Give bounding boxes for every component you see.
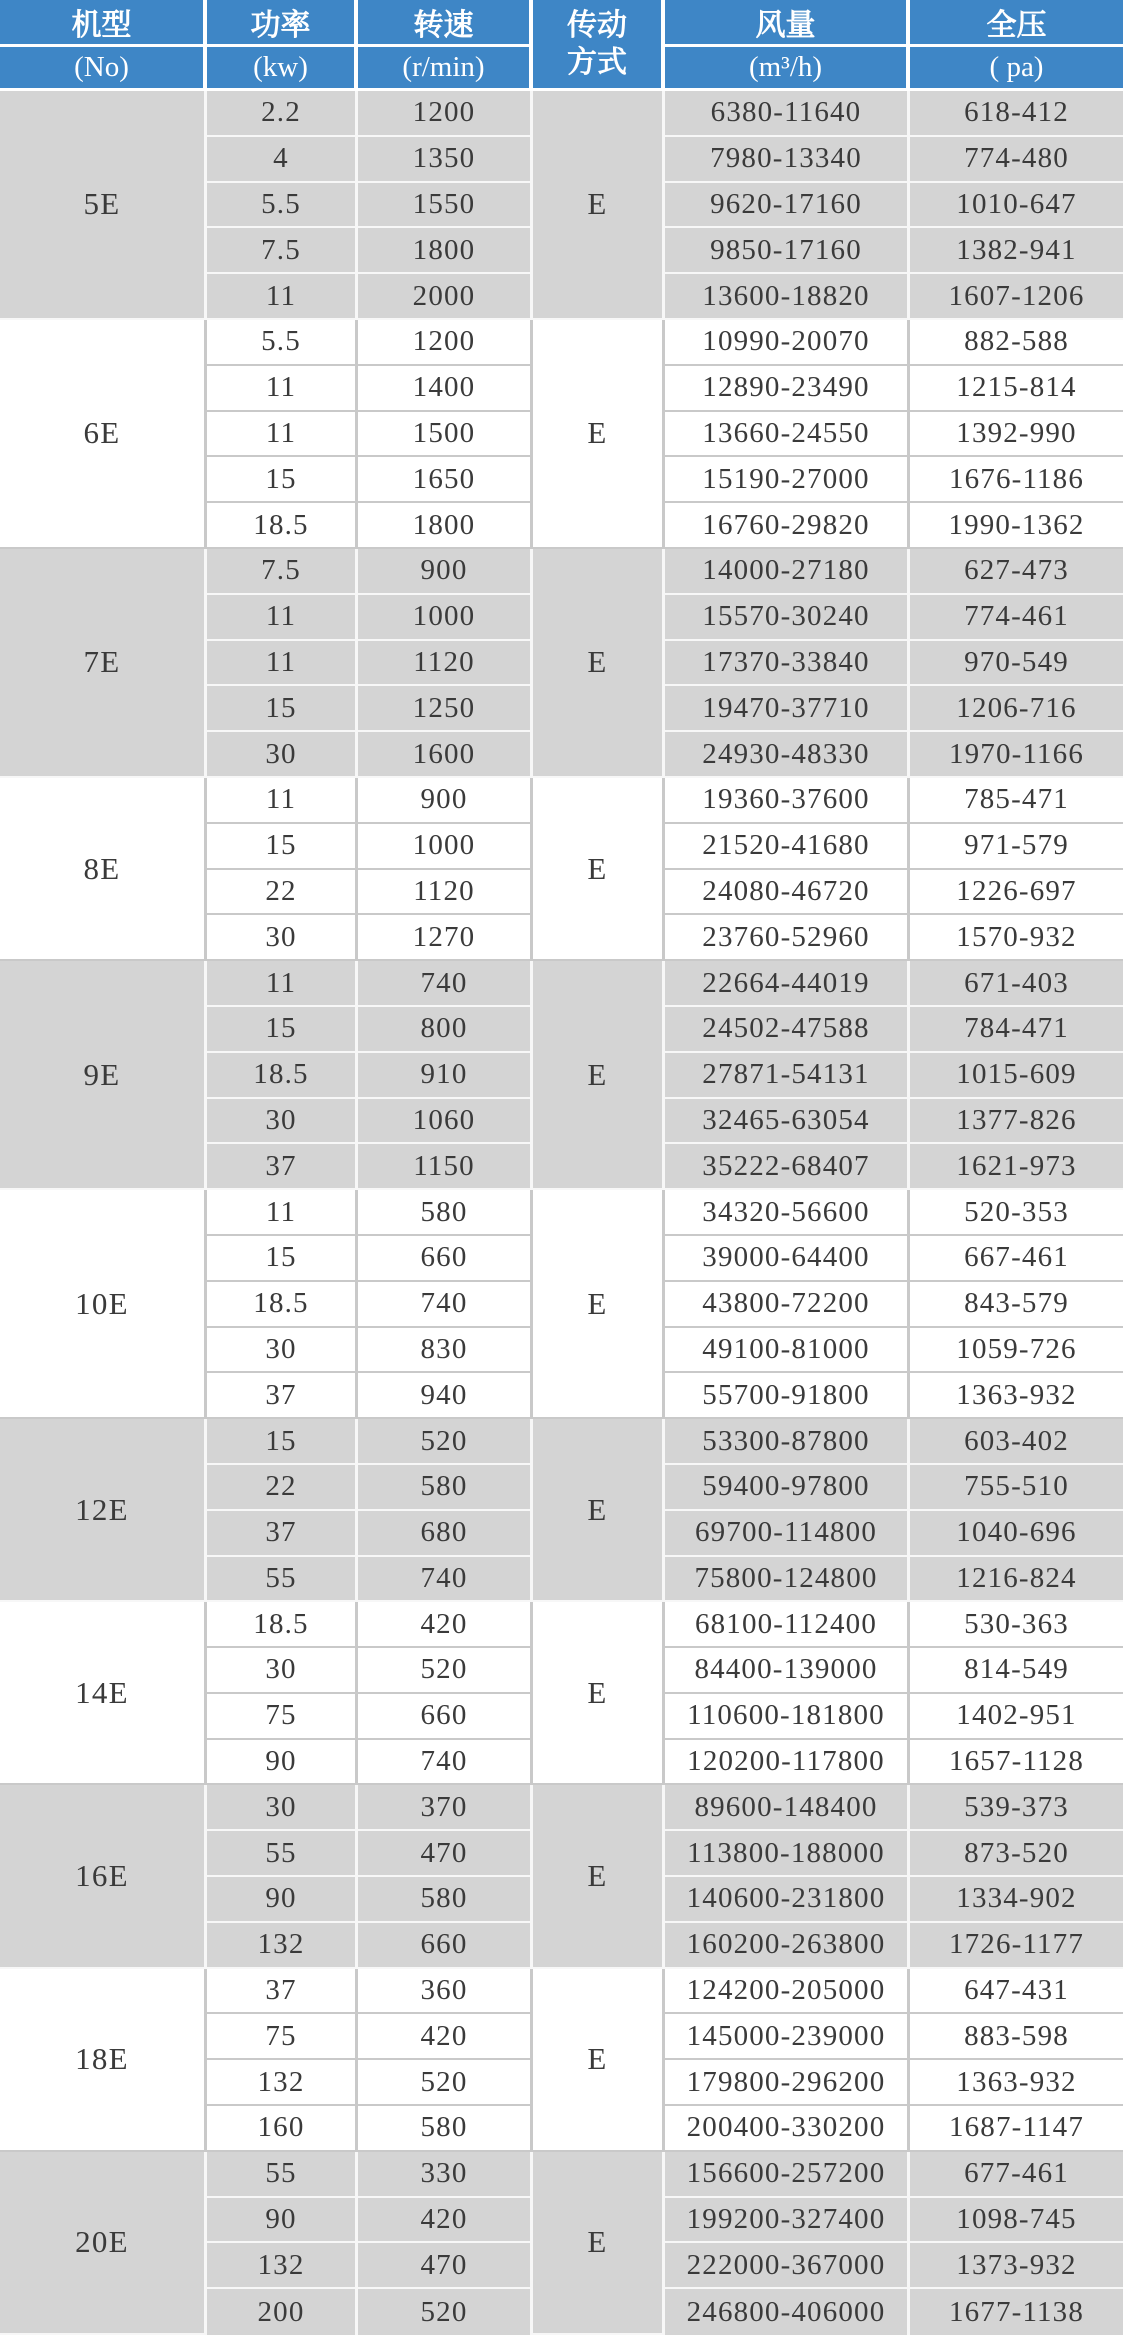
cell-power-kw: 7.5 bbox=[207, 228, 358, 274]
cell-speed-rpm: 1800 bbox=[358, 228, 533, 274]
cell-pressure-pa: 1216-824 bbox=[910, 1557, 1123, 1603]
cell-airflow-m3h: 222000-367000 bbox=[665, 2243, 910, 2289]
cell-airflow-m3h: 59400-97800 bbox=[665, 1465, 910, 1511]
cell-pressure-pa: 774-461 bbox=[910, 595, 1123, 641]
cell-model: 5E bbox=[0, 91, 207, 320]
cell-model: 12E bbox=[0, 1419, 207, 1602]
header-power-unit: (kw) bbox=[207, 47, 358, 91]
cell-speed-rpm: 1650 bbox=[358, 457, 533, 503]
cell-airflow-m3h: 24080-46720 bbox=[665, 870, 910, 916]
header-speed-label: 转速 bbox=[358, 0, 533, 47]
cell-pressure-pa: 1970-1166 bbox=[910, 732, 1123, 778]
cell-power-kw: 11 bbox=[207, 274, 358, 320]
cell-power-kw: 7.5 bbox=[207, 549, 358, 595]
cell-speed-rpm: 660 bbox=[358, 1694, 533, 1740]
header-power-label: 功率 bbox=[207, 0, 358, 47]
cell-drive-mode: E bbox=[533, 91, 665, 320]
cell-speed-rpm: 2000 bbox=[358, 274, 533, 320]
cell-airflow-m3h: 145000-239000 bbox=[665, 2014, 910, 2060]
cell-power-kw: 11 bbox=[207, 641, 358, 687]
cell-pressure-pa: 1363-932 bbox=[910, 2060, 1123, 2106]
cell-model: 8E bbox=[0, 778, 207, 961]
cell-pressure-pa: 883-598 bbox=[910, 2014, 1123, 2060]
cell-speed-rpm: 1270 bbox=[358, 915, 533, 961]
cell-power-kw: 75 bbox=[207, 2014, 358, 2060]
header-airflow-label: 风量 bbox=[665, 0, 910, 47]
cell-speed-rpm: 580 bbox=[358, 1877, 533, 1923]
cell-pressure-pa: 784-471 bbox=[910, 1007, 1123, 1053]
cell-airflow-m3h: 10990-20070 bbox=[665, 320, 910, 366]
header-pressure-label: 全压 bbox=[910, 0, 1123, 47]
cell-power-kw: 132 bbox=[207, 1923, 358, 1969]
header-model-label: 机型 bbox=[0, 0, 207, 47]
cell-speed-rpm: 1150 bbox=[358, 1144, 533, 1190]
cell-airflow-m3h: 140600-231800 bbox=[665, 1877, 910, 1923]
cell-airflow-m3h: 15190-27000 bbox=[665, 457, 910, 503]
cell-airflow-m3h: 156600-257200 bbox=[665, 2152, 910, 2198]
cell-power-kw: 200 bbox=[207, 2289, 358, 2335]
cell-airflow-m3h: 9620-17160 bbox=[665, 183, 910, 229]
cell-power-kw: 15 bbox=[207, 824, 358, 870]
cell-model: 9E bbox=[0, 961, 207, 1190]
cell-airflow-m3h: 24502-47588 bbox=[665, 1007, 910, 1053]
cell-drive-mode: E bbox=[533, 2152, 665, 2335]
table-row bbox=[0, 1785, 1123, 1831]
header-drive-line2: 方式 bbox=[567, 46, 627, 79]
cell-power-kw: 15 bbox=[207, 457, 358, 503]
cell-speed-rpm: 740 bbox=[358, 1740, 533, 1786]
cell-power-kw: 37 bbox=[207, 1144, 358, 1190]
cell-power-kw: 2.2 bbox=[207, 91, 358, 137]
cell-pressure-pa: 520-353 bbox=[910, 1190, 1123, 1236]
cell-power-kw: 30 bbox=[207, 1328, 358, 1374]
cell-speed-rpm: 1120 bbox=[358, 870, 533, 916]
cell-power-kw: 18.5 bbox=[207, 1282, 358, 1328]
cell-speed-rpm: 680 bbox=[358, 1511, 533, 1557]
cell-power-kw: 37 bbox=[207, 1969, 358, 2015]
cell-airflow-m3h: 12890-23490 bbox=[665, 366, 910, 412]
cell-speed-rpm: 900 bbox=[358, 778, 533, 824]
cell-airflow-m3h: 35222-68407 bbox=[665, 1144, 910, 1190]
cell-speed-rpm: 1060 bbox=[358, 1099, 533, 1145]
cell-airflow-m3h: 120200-117800 bbox=[665, 1740, 910, 1786]
cell-pressure-pa: 1015-609 bbox=[910, 1053, 1123, 1099]
cell-airflow-m3h: 21520-41680 bbox=[665, 824, 910, 870]
cell-speed-rpm: 1200 bbox=[358, 320, 533, 366]
cell-speed-rpm: 1000 bbox=[358, 595, 533, 641]
cell-airflow-m3h: 17370-33840 bbox=[665, 641, 910, 687]
table-row bbox=[0, 1969, 1123, 2015]
cell-pressure-pa: 1206-716 bbox=[910, 686, 1123, 732]
cell-power-kw: 132 bbox=[207, 2243, 358, 2289]
table-row bbox=[0, 320, 1123, 366]
cell-speed-rpm: 800 bbox=[358, 1007, 533, 1053]
cell-pressure-pa: 1377-826 bbox=[910, 1099, 1123, 1145]
cell-pressure-pa: 1382-941 bbox=[910, 228, 1123, 274]
cell-pressure-pa: 1215-814 bbox=[910, 366, 1123, 412]
cell-airflow-m3h: 49100-81000 bbox=[665, 1328, 910, 1374]
cell-airflow-m3h: 9850-17160 bbox=[665, 228, 910, 274]
cell-speed-rpm: 520 bbox=[358, 1419, 533, 1465]
cell-model: 10E bbox=[0, 1190, 207, 1419]
cell-pressure-pa: 1010-647 bbox=[910, 183, 1123, 229]
cell-model: 20E bbox=[0, 2152, 207, 2335]
cell-pressure-pa: 530-363 bbox=[910, 1602, 1123, 1648]
cell-pressure-pa: 1621-973 bbox=[910, 1144, 1123, 1190]
cell-power-kw: 11 bbox=[207, 1190, 358, 1236]
cell-pressure-pa: 1570-932 bbox=[910, 915, 1123, 961]
table-row bbox=[0, 961, 1123, 1007]
cell-airflow-m3h: 22664-44019 bbox=[665, 961, 910, 1007]
cell-drive-mode: E bbox=[533, 320, 665, 549]
header-drive-label bbox=[533, 0, 665, 91]
cell-pressure-pa: 677-461 bbox=[910, 2152, 1123, 2198]
cell-airflow-m3h: 24930-48330 bbox=[665, 732, 910, 778]
cell-model: 16E bbox=[0, 1785, 207, 1968]
cell-speed-rpm: 1200 bbox=[358, 91, 533, 137]
cell-speed-rpm: 1800 bbox=[358, 503, 533, 549]
header-model-unit: (No) bbox=[0, 47, 207, 91]
cell-speed-rpm: 1250 bbox=[358, 686, 533, 732]
cell-speed-rpm: 940 bbox=[358, 1373, 533, 1419]
cell-speed-rpm: 1500 bbox=[358, 412, 533, 458]
cell-speed-rpm: 580 bbox=[358, 1190, 533, 1236]
table-row bbox=[0, 1602, 1123, 1648]
cell-power-kw: 11 bbox=[207, 961, 358, 1007]
cell-pressure-pa: 1402-951 bbox=[910, 1694, 1123, 1740]
cell-power-kw: 90 bbox=[207, 1877, 358, 1923]
cell-power-kw: 11 bbox=[207, 595, 358, 641]
cell-airflow-m3h: 55700-91800 bbox=[665, 1373, 910, 1419]
cell-pressure-pa: 1676-1186 bbox=[910, 457, 1123, 503]
cell-airflow-m3h: 13660-24550 bbox=[665, 412, 910, 458]
cell-airflow-m3h: 113800-188000 bbox=[665, 1831, 910, 1877]
cell-speed-rpm: 520 bbox=[358, 2060, 533, 2106]
cell-airflow-m3h: 179800-296200 bbox=[665, 2060, 910, 2106]
cell-drive-mode: E bbox=[533, 1969, 665, 2152]
cell-model: 18E bbox=[0, 1969, 207, 2152]
cell-power-kw: 18.5 bbox=[207, 1053, 358, 1099]
cell-pressure-pa: 814-549 bbox=[910, 1648, 1123, 1694]
cell-pressure-pa: 882-588 bbox=[910, 320, 1123, 366]
cell-airflow-m3h: 124200-205000 bbox=[665, 1969, 910, 2015]
cell-speed-rpm: 1400 bbox=[358, 366, 533, 412]
cell-pressure-pa: 618-412 bbox=[910, 91, 1123, 137]
cell-pressure-pa: 1990-1362 bbox=[910, 503, 1123, 549]
cell-speed-rpm: 580 bbox=[358, 2106, 533, 2152]
cell-airflow-m3h: 19470-37710 bbox=[665, 686, 910, 732]
cell-power-kw: 55 bbox=[207, 1557, 358, 1603]
cell-pressure-pa: 971-579 bbox=[910, 824, 1123, 870]
cell-power-kw: 132 bbox=[207, 2060, 358, 2106]
cell-airflow-m3h: 75800-124800 bbox=[665, 1557, 910, 1603]
cell-pressure-pa: 785-471 bbox=[910, 778, 1123, 824]
cell-pressure-pa: 1059-726 bbox=[910, 1328, 1123, 1374]
cell-pressure-pa: 1657-1128 bbox=[910, 1740, 1123, 1786]
cell-speed-rpm: 740 bbox=[358, 961, 533, 1007]
cell-pressure-pa: 843-579 bbox=[910, 1282, 1123, 1328]
cell-speed-rpm: 330 bbox=[358, 2152, 533, 2198]
cell-airflow-m3h: 13600-18820 bbox=[665, 274, 910, 320]
cell-power-kw: 37 bbox=[207, 1373, 358, 1419]
header-speed-unit: (r/min) bbox=[358, 47, 533, 91]
cell-model: 6E bbox=[0, 320, 207, 549]
cell-pressure-pa: 774-480 bbox=[910, 137, 1123, 183]
cell-speed-rpm: 370 bbox=[358, 1785, 533, 1831]
cell-power-kw: 30 bbox=[207, 1785, 358, 1831]
cell-power-kw: 160 bbox=[207, 2106, 358, 2152]
cell-airflow-m3h: 89600-148400 bbox=[665, 1785, 910, 1831]
cell-power-kw: 5.5 bbox=[207, 320, 358, 366]
cell-power-kw: 55 bbox=[207, 1831, 358, 1877]
cell-pressure-pa: 970-549 bbox=[910, 641, 1123, 687]
cell-power-kw: 30 bbox=[207, 915, 358, 961]
table-body bbox=[0, 91, 1123, 2335]
cell-airflow-m3h: 200400-330200 bbox=[665, 2106, 910, 2152]
table-row bbox=[0, 549, 1123, 595]
cell-power-kw: 18.5 bbox=[207, 503, 358, 549]
table-row bbox=[0, 2152, 1123, 2198]
cell-speed-rpm: 1000 bbox=[358, 824, 533, 870]
cell-power-kw: 11 bbox=[207, 778, 358, 824]
table-row bbox=[0, 778, 1123, 824]
cell-pressure-pa: 1392-990 bbox=[910, 412, 1123, 458]
cell-drive-mode: E bbox=[533, 1785, 665, 1968]
cell-airflow-m3h: 160200-263800 bbox=[665, 1923, 910, 1969]
cell-pressure-pa: 1363-932 bbox=[910, 1373, 1123, 1419]
cell-drive-mode: E bbox=[533, 1419, 665, 1602]
cell-power-kw: 15 bbox=[207, 1007, 358, 1053]
cell-speed-rpm: 360 bbox=[358, 1969, 533, 2015]
cell-airflow-m3h: 7980-13340 bbox=[665, 137, 910, 183]
header-airflow-unit: (m³/h) bbox=[665, 47, 910, 91]
cell-pressure-pa: 1373-932 bbox=[910, 2243, 1123, 2289]
cell-pressure-pa: 1677-1138 bbox=[910, 2289, 1123, 2335]
cell-power-kw: 4 bbox=[207, 137, 358, 183]
cell-airflow-m3h: 68100-112400 bbox=[665, 1602, 910, 1648]
cell-power-kw: 90 bbox=[207, 2198, 358, 2244]
cell-airflow-m3h: 246800-406000 bbox=[665, 2289, 910, 2335]
cell-airflow-m3h: 6380-11640 bbox=[665, 91, 910, 137]
cell-pressure-pa: 539-373 bbox=[910, 1785, 1123, 1831]
cell-power-kw: 5.5 bbox=[207, 183, 358, 229]
cell-power-kw: 11 bbox=[207, 366, 358, 412]
cell-airflow-m3h: 69700-114800 bbox=[665, 1511, 910, 1557]
cell-airflow-m3h: 84400-139000 bbox=[665, 1648, 910, 1694]
cell-power-kw: 15 bbox=[207, 686, 358, 732]
table-header bbox=[0, 0, 1123, 91]
cell-power-kw: 15 bbox=[207, 1236, 358, 1282]
cell-airflow-m3h: 14000-27180 bbox=[665, 549, 910, 595]
cell-power-kw: 22 bbox=[207, 1465, 358, 1511]
cell-drive-mode: E bbox=[533, 1190, 665, 1419]
cell-pressure-pa: 755-510 bbox=[910, 1465, 1123, 1511]
cell-pressure-pa: 667-461 bbox=[910, 1236, 1123, 1282]
cell-speed-rpm: 660 bbox=[358, 1923, 533, 1969]
cell-pressure-pa: 1098-745 bbox=[910, 2198, 1123, 2244]
cell-drive-mode: E bbox=[533, 549, 665, 778]
header-row-labels bbox=[0, 0, 1123, 47]
cell-power-kw: 22 bbox=[207, 870, 358, 916]
cell-power-kw: 55 bbox=[207, 2152, 358, 2198]
cell-airflow-m3h: 34320-56600 bbox=[665, 1190, 910, 1236]
cell-speed-rpm: 1120 bbox=[358, 641, 533, 687]
cell-speed-rpm: 660 bbox=[358, 1236, 533, 1282]
cell-pressure-pa: 1726-1177 bbox=[910, 1923, 1123, 1969]
cell-pressure-pa: 1334-902 bbox=[910, 1877, 1123, 1923]
cell-airflow-m3h: 16760-29820 bbox=[665, 503, 910, 549]
cell-speed-rpm: 1600 bbox=[358, 732, 533, 778]
cell-airflow-m3h: 19360-37600 bbox=[665, 778, 910, 824]
cell-drive-mode: E bbox=[533, 778, 665, 961]
cell-pressure-pa: 1040-696 bbox=[910, 1511, 1123, 1557]
cell-pressure-pa: 603-402 bbox=[910, 1419, 1123, 1465]
table-row bbox=[0, 1190, 1123, 1236]
cell-power-kw: 75 bbox=[207, 1694, 358, 1740]
cell-power-kw: 15 bbox=[207, 1419, 358, 1465]
cell-drive-mode: E bbox=[533, 1602, 665, 1785]
cell-pressure-pa: 671-403 bbox=[910, 961, 1123, 1007]
cell-speed-rpm: 470 bbox=[358, 2243, 533, 2289]
cell-pressure-pa: 647-431 bbox=[910, 1969, 1123, 2015]
header-drive-line1: 传动 bbox=[567, 8, 627, 42]
cell-speed-rpm: 520 bbox=[358, 1648, 533, 1694]
cell-speed-rpm: 910 bbox=[358, 1053, 533, 1099]
table-row bbox=[0, 91, 1123, 137]
cell-speed-rpm: 1550 bbox=[358, 183, 533, 229]
cell-airflow-m3h: 15570-30240 bbox=[665, 595, 910, 641]
cell-airflow-m3h: 110600-181800 bbox=[665, 1694, 910, 1740]
cell-power-kw: 11 bbox=[207, 412, 358, 458]
cell-pressure-pa: 1607-1206 bbox=[910, 274, 1123, 320]
cell-speed-rpm: 420 bbox=[358, 2014, 533, 2060]
cell-speed-rpm: 420 bbox=[358, 2198, 533, 2244]
cell-model: 14E bbox=[0, 1602, 207, 1785]
cell-power-kw: 90 bbox=[207, 1740, 358, 1786]
cell-speed-rpm: 470 bbox=[358, 1831, 533, 1877]
cell-pressure-pa: 873-520 bbox=[910, 1831, 1123, 1877]
cell-model: 7E bbox=[0, 549, 207, 778]
cell-pressure-pa: 627-473 bbox=[910, 549, 1123, 595]
cell-speed-rpm: 740 bbox=[358, 1282, 533, 1328]
cell-power-kw: 30 bbox=[207, 1099, 358, 1145]
cell-airflow-m3h: 199200-327400 bbox=[665, 2198, 910, 2244]
cell-power-kw: 37 bbox=[207, 1511, 358, 1557]
cell-power-kw: 30 bbox=[207, 732, 358, 778]
cell-speed-rpm: 420 bbox=[358, 1602, 533, 1648]
cell-speed-rpm: 830 bbox=[358, 1328, 533, 1374]
cell-power-kw: 30 bbox=[207, 1648, 358, 1694]
cell-power-kw: 18.5 bbox=[207, 1602, 358, 1648]
table-row bbox=[0, 1419, 1123, 1465]
cell-speed-rpm: 580 bbox=[358, 1465, 533, 1511]
cell-airflow-m3h: 53300-87800 bbox=[665, 1419, 910, 1465]
cell-drive-mode: E bbox=[533, 961, 665, 1190]
cell-pressure-pa: 1226-697 bbox=[910, 870, 1123, 916]
cell-airflow-m3h: 27871-54131 bbox=[665, 1053, 910, 1099]
cell-speed-rpm: 900 bbox=[358, 549, 533, 595]
cell-airflow-m3h: 39000-64400 bbox=[665, 1236, 910, 1282]
cell-speed-rpm: 740 bbox=[358, 1557, 533, 1603]
cell-speed-rpm: 1350 bbox=[358, 137, 533, 183]
cell-pressure-pa: 1687-1147 bbox=[910, 2106, 1123, 2152]
cell-speed-rpm: 520 bbox=[358, 2289, 533, 2335]
cell-airflow-m3h: 43800-72200 bbox=[665, 1282, 910, 1328]
cell-airflow-m3h: 32465-63054 bbox=[665, 1099, 910, 1145]
header-pressure-unit: ( pa) bbox=[910, 47, 1123, 91]
cell-airflow-m3h: 23760-52960 bbox=[665, 915, 910, 961]
